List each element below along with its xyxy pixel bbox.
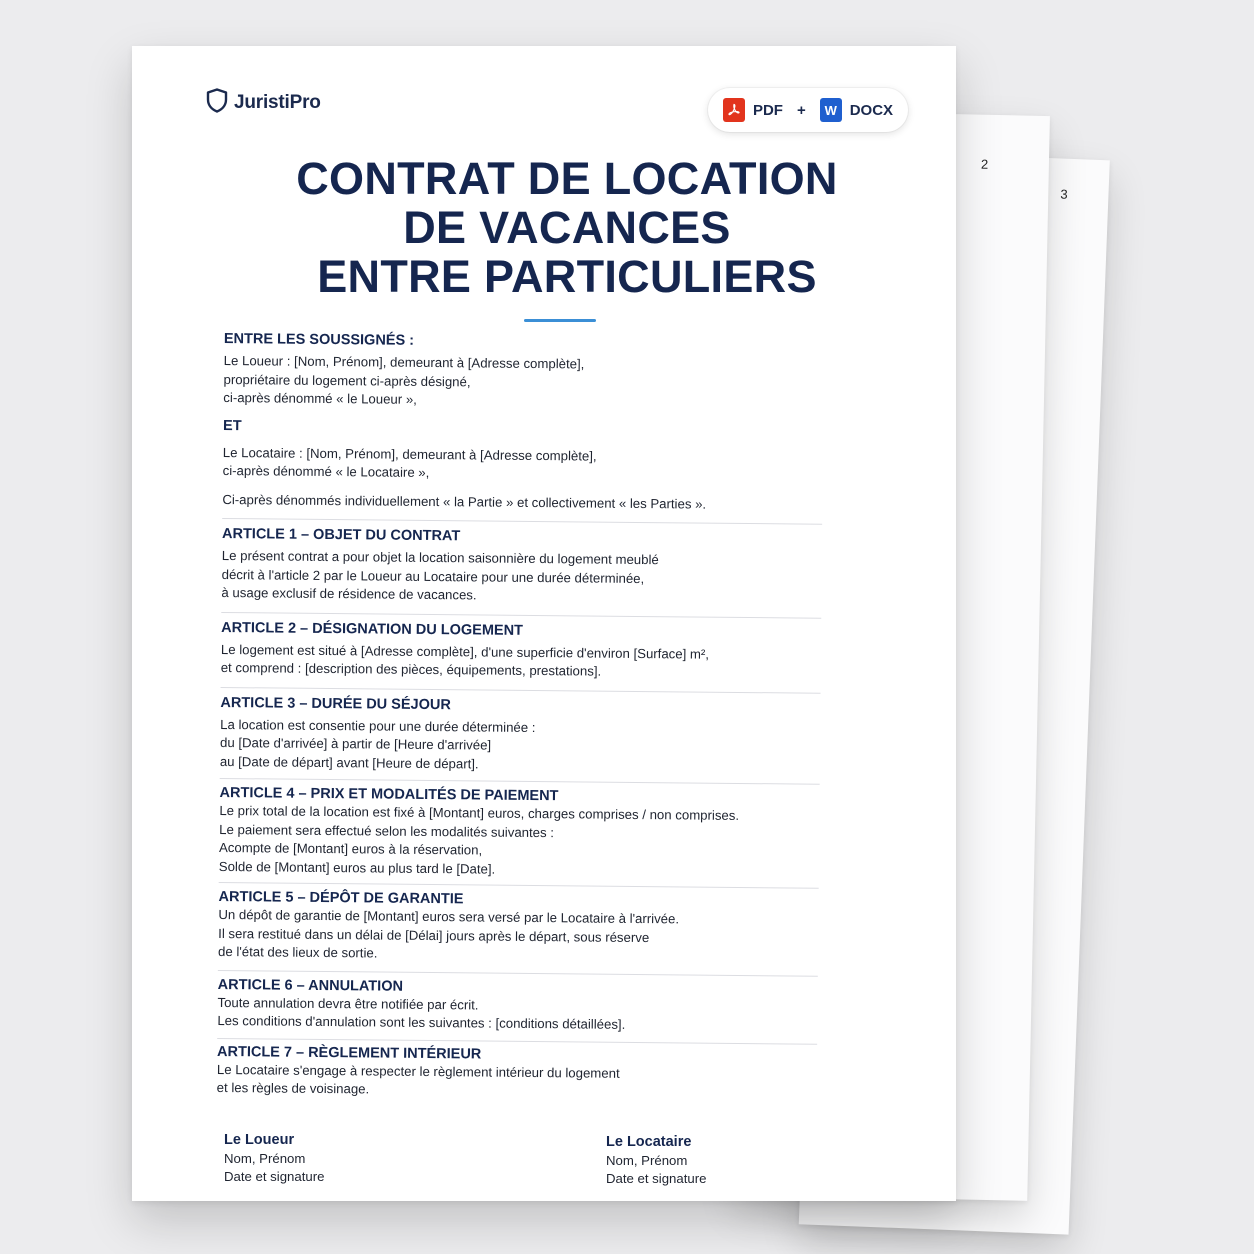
- article-2: [221, 618, 822, 683]
- title-line: DE VACANCES: [403, 202, 731, 253]
- text-line: La location est consentie pour une durée déterminée :: [220, 716, 536, 735]
- pdf-icon: [723, 98, 745, 122]
- signature-loueur: [224, 1130, 324, 1186]
- shield-icon: [206, 88, 228, 118]
- divider: [221, 686, 821, 693]
- article-heading: ARTICLE 1 – OBJET DU CONTRAT: [221, 525, 461, 545]
- brand-name: JuristiPro: [234, 92, 321, 113]
- article-3: [220, 693, 821, 776]
- locataire-paragraph: [223, 443, 823, 486]
- word-icon: W: [820, 98, 842, 122]
- article-heading: ARTICLE 4 – PRIX ET MODALITÉS DE PAIEMENT: [219, 784, 559, 805]
- collective-paragraph: Ci-après dénommés individuellement « la Partie » et collectivement « les Parties ».: [222, 491, 707, 512]
- docx-label: DOCX: [849, 101, 894, 119]
- article-text: [221, 640, 821, 683]
- title-divider: [524, 319, 596, 322]
- text-line: à usage exclusif de résidence de vacances.: [221, 584, 477, 603]
- text-line: Les conditions d'annulation sont les suivantes : [conditions détaillées].: [217, 1012, 626, 1032]
- brand-logo: [206, 88, 321, 118]
- divider: [221, 611, 821, 618]
- divider: [220, 778, 820, 785]
- text-line: Le présent contrat a pour objet la location saisonnière du logement meublé: [221, 547, 659, 568]
- format-badge: [708, 88, 908, 132]
- text-line: Le paiement sera effectué selon les modalités suivantes :: [219, 821, 555, 840]
- article-heading: ARTICLE 3 – DURÉE DU SÉJOUR: [220, 694, 451, 713]
- article-heading: ARTICLE 2 – DÉSIGNATION DU LOGEMENT: [221, 619, 524, 639]
- text-line: Le Loueur : [Nom, Prénom], demeurant à [Adresse complète],: [223, 352, 585, 372]
- article-4: [219, 784, 820, 882]
- article-text: [220, 715, 821, 776]
- loueur-paragraph: [223, 352, 824, 413]
- text-line: Le Locataire s'engage à respecter le règlement intérieur du logement: [216, 1061, 620, 1081]
- parties-section: [222, 330, 824, 515]
- divider: [222, 518, 822, 525]
- signature-date: Date et signature: [606, 1171, 707, 1186]
- article-text: [217, 993, 817, 1036]
- text-line: ci-après dénommé « le Locataire »,: [222, 462, 430, 480]
- contract-body: [217, 330, 824, 1103]
- article-7: [217, 1042, 818, 1103]
- et-label: ET: [223, 417, 242, 434]
- text-line: Acompte de [Montant] euros à la réservation,: [218, 839, 483, 858]
- article-text: [217, 1060, 817, 1103]
- divider: [218, 969, 818, 976]
- text-line: Le logement est situé à [Adresse complète], d'une superficie d'environ [Surface] m²,: [220, 641, 710, 662]
- text-line: Un dépôt de garantie de [Montant] euros sera versé par le Locataire à l'arrivée.: [218, 906, 680, 927]
- article-1: [221, 525, 822, 608]
- document-title: [132, 154, 1002, 301]
- contract-page: [132, 46, 956, 1201]
- signature-name: Nom, Prénom: [224, 1151, 306, 1166]
- pdf-label: PDF: [752, 101, 783, 119]
- signature-title: Le Locataire: [606, 1134, 692, 1150]
- title-line: CONTRAT DE LOCATION: [296, 153, 838, 204]
- article-5: [218, 888, 819, 967]
- text-line: et les règles de voisinage.: [216, 1079, 370, 1097]
- text-line: propriétaire du logement ci-après désigné,: [223, 371, 471, 389]
- text-line: Toute annulation devra être notifiée par écrit.: [217, 994, 479, 1012]
- article-heading: ARTICLE 7 – RÈGLEMENT INTÉRIEUR: [216, 1043, 482, 1063]
- signature-locataire: [606, 1132, 706, 1188]
- text-line: ci-après dénommé « le Loueur »,: [223, 389, 417, 407]
- plus-sign: +: [796, 101, 806, 119]
- text-line: de l'état des lieux de sortie.: [217, 943, 378, 961]
- text-line: au [Date de départ] avant [Heure de départ].: [219, 753, 479, 771]
- signature-title: Le Loueur: [224, 1132, 295, 1148]
- signature-date: Date et signature: [224, 1169, 325, 1184]
- text-line: Solde de [Montant] euros au plus tard le [Date].: [218, 858, 496, 877]
- text-line: Il sera restitué dans un délai de [Délai] jours après le départ, sous réserve: [218, 925, 650, 945]
- article-text: [221, 547, 822, 608]
- page-number: 3: [1060, 186, 1068, 202]
- section-heading: ENTRE LES SOUSSIGNÉS :: [223, 330, 415, 349]
- article-6: [217, 975, 818, 1036]
- article-heading: ARTICLE 5 – DÉPÔT DE GARANTIE: [218, 888, 464, 908]
- divider: [219, 882, 819, 889]
- article-text: [219, 802, 820, 882]
- text-line: Le Locataire : [Nom, Prénom], demeurant à [Adresse complète],: [222, 444, 597, 464]
- signature-name: Nom, Prénom: [606, 1153, 688, 1168]
- text-line: Le prix total de la location est fixé à [Montant] euros, charges comprises / non comprises.: [219, 802, 740, 823]
- article-heading: ARTICLE 6 – ANNULATION: [217, 976, 404, 995]
- text-line: du [Date d'arrivée] à partir de [Heure d'arrivée]: [219, 734, 492, 753]
- text-line: décrit à l'article 2 par le Loueur au Locataire pour une durée déterminée,: [221, 566, 645, 586]
- title-line: ENTRE PARTICULIERS: [317, 251, 817, 302]
- article-text: [218, 906, 819, 967]
- text-line: et comprend : [description des pièces, équipements, prestations].: [220, 659, 602, 679]
- page-number: 2: [980, 156, 989, 172]
